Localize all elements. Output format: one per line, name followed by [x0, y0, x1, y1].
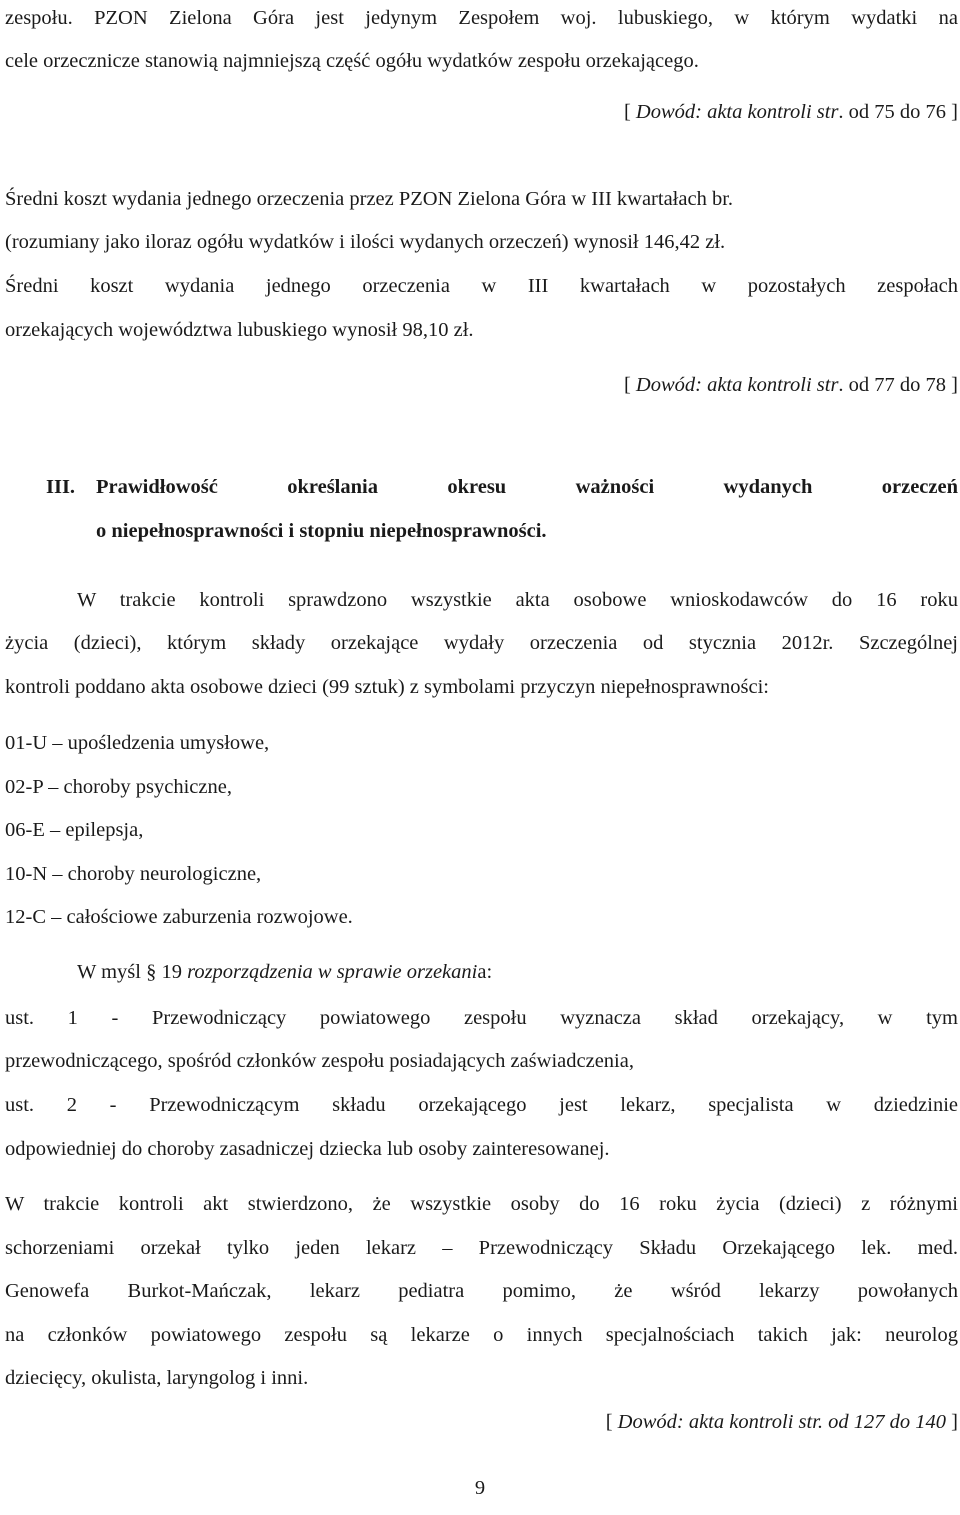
- evidence-suffix: . od 75 do 76 ]: [838, 101, 958, 123]
- paragraph-line: W trakcie kontroli sprawdzono wszystkie akta osobowe wnioskodawców do 16 roku: [77, 589, 958, 611]
- evidence-reference: [5, 371, 958, 399]
- paragraph-line: ust. 1 - Przewodniczący powiatowego zespołu wyznacza skład orzekający, w tym: [5, 1007, 958, 1029]
- paragraph-line: [77, 958, 958, 986]
- evidence-suffix: ]: [946, 1411, 958, 1433]
- text-run: a:: [477, 961, 493, 983]
- evidence-italic: Dowód: akta kontroli str: [635, 374, 839, 396]
- section-title: Prawidłowość określania okresu ważności wydanych orzeczeń: [96, 476, 958, 498]
- paragraph-line: odpowiedniej do choroby zasadniczej dziecka lub osoby zainteresowanej.: [5, 1138, 610, 1160]
- evidence-reference: [5, 98, 958, 126]
- evidence-italic: Dowód: akta kontroli str. od 127 do 140: [617, 1411, 947, 1433]
- paragraph-line: Średni koszt wydania jednego orzeczenia przez PZON Zielona Góra w III kwartałach br.: [5, 188, 734, 210]
- page-number: 9: [474, 1477, 486, 1499]
- evidence-reference: [5, 1408, 958, 1436]
- list-item: 01-U – upośledzenia umysłowe,: [5, 732, 270, 754]
- text-run: W myśl § 19: [77, 961, 188, 983]
- paragraph-line: zespołu. PZON Zielona Góra jest jedynym Zespołem woj. lubuskiego, w którym wydatki na: [5, 7, 958, 29]
- paragraph-line: dziecięcy, okulista, laryngolog i inni.: [5, 1367, 309, 1389]
- paragraph-line: przewodniczącego, spośród członków zespołu posiadających zaświadczenia,: [5, 1050, 634, 1072]
- paragraph-line: ust. 2 - Przewodniczącym składu orzekającego jest lekarz, specjalista w dziedzinie: [5, 1094, 958, 1116]
- evidence-prefix: [: [623, 374, 636, 396]
- paragraph-line: (rozumiany jako iloraz ogółu wydatków i ilości wydanych orzeczeń) wynosił 146,42 zł.: [5, 231, 726, 253]
- paragraph-line: Genowefa Burkot-Mańczak, lekarz pediatra pomimo, że wśród lekarzy powołanych: [5, 1280, 958, 1302]
- paragraph-line: na członków powiatowego zespołu są lekarze o innych specjalnościach takich jak: neurolog: [5, 1324, 958, 1346]
- evidence-italic: Dowód: akta kontroli str: [635, 101, 839, 123]
- paragraph-line: schorzeniami orzekał tylko jeden lekarz – Przewodniczący Składu Orzekającego lek. med.: [5, 1237, 958, 1259]
- evidence-suffix: . od 77 do 78 ]: [838, 374, 958, 396]
- paragraph-line: cele orzecznicze stanowią najmniejszą część ogółu wydatków zespołu orzekającego.: [5, 50, 699, 72]
- list-item: 10-N – choroby neurologiczne,: [5, 863, 262, 885]
- list-item: 12-C – całościowe zaburzenia rozwojowe.: [5, 906, 353, 928]
- evidence-prefix: [: [623, 101, 636, 123]
- list-item: 02-P – choroby psychiczne,: [5, 776, 232, 798]
- section-number: III.: [46, 476, 76, 498]
- paragraph-line: kontroli poddano akta osobowe dzieci (99 sztuk) z symbolami przyczyn niepełnosprawności:: [5, 676, 769, 698]
- paragraph-line: Średni koszt wydania jednego orzeczenia w III kwartałach w pozostałych zespołach: [5, 275, 958, 297]
- section-title: o niepełnosprawności i stopniu niepełnosprawności.: [96, 520, 547, 542]
- regulation-title: rozporządzenia w sprawie orzekani: [187, 961, 478, 983]
- paragraph-line: życia (dzieci), którym składy orzekające wydały orzeczenia od stycznia 2012r. Szczególnej: [5, 632, 958, 654]
- list-item: 06-E – epilepsja,: [5, 819, 144, 841]
- paragraph-line: orzekających województwa lubuskiego wynosił 98,10 zł.: [5, 319, 474, 341]
- paragraph-line: W trakcie kontroli akt stwierdzono, że wszystkie osoby do 16 roku życia (dzieci) z różnymi: [5, 1193, 958, 1215]
- evidence-prefix: [: [605, 1411, 618, 1433]
